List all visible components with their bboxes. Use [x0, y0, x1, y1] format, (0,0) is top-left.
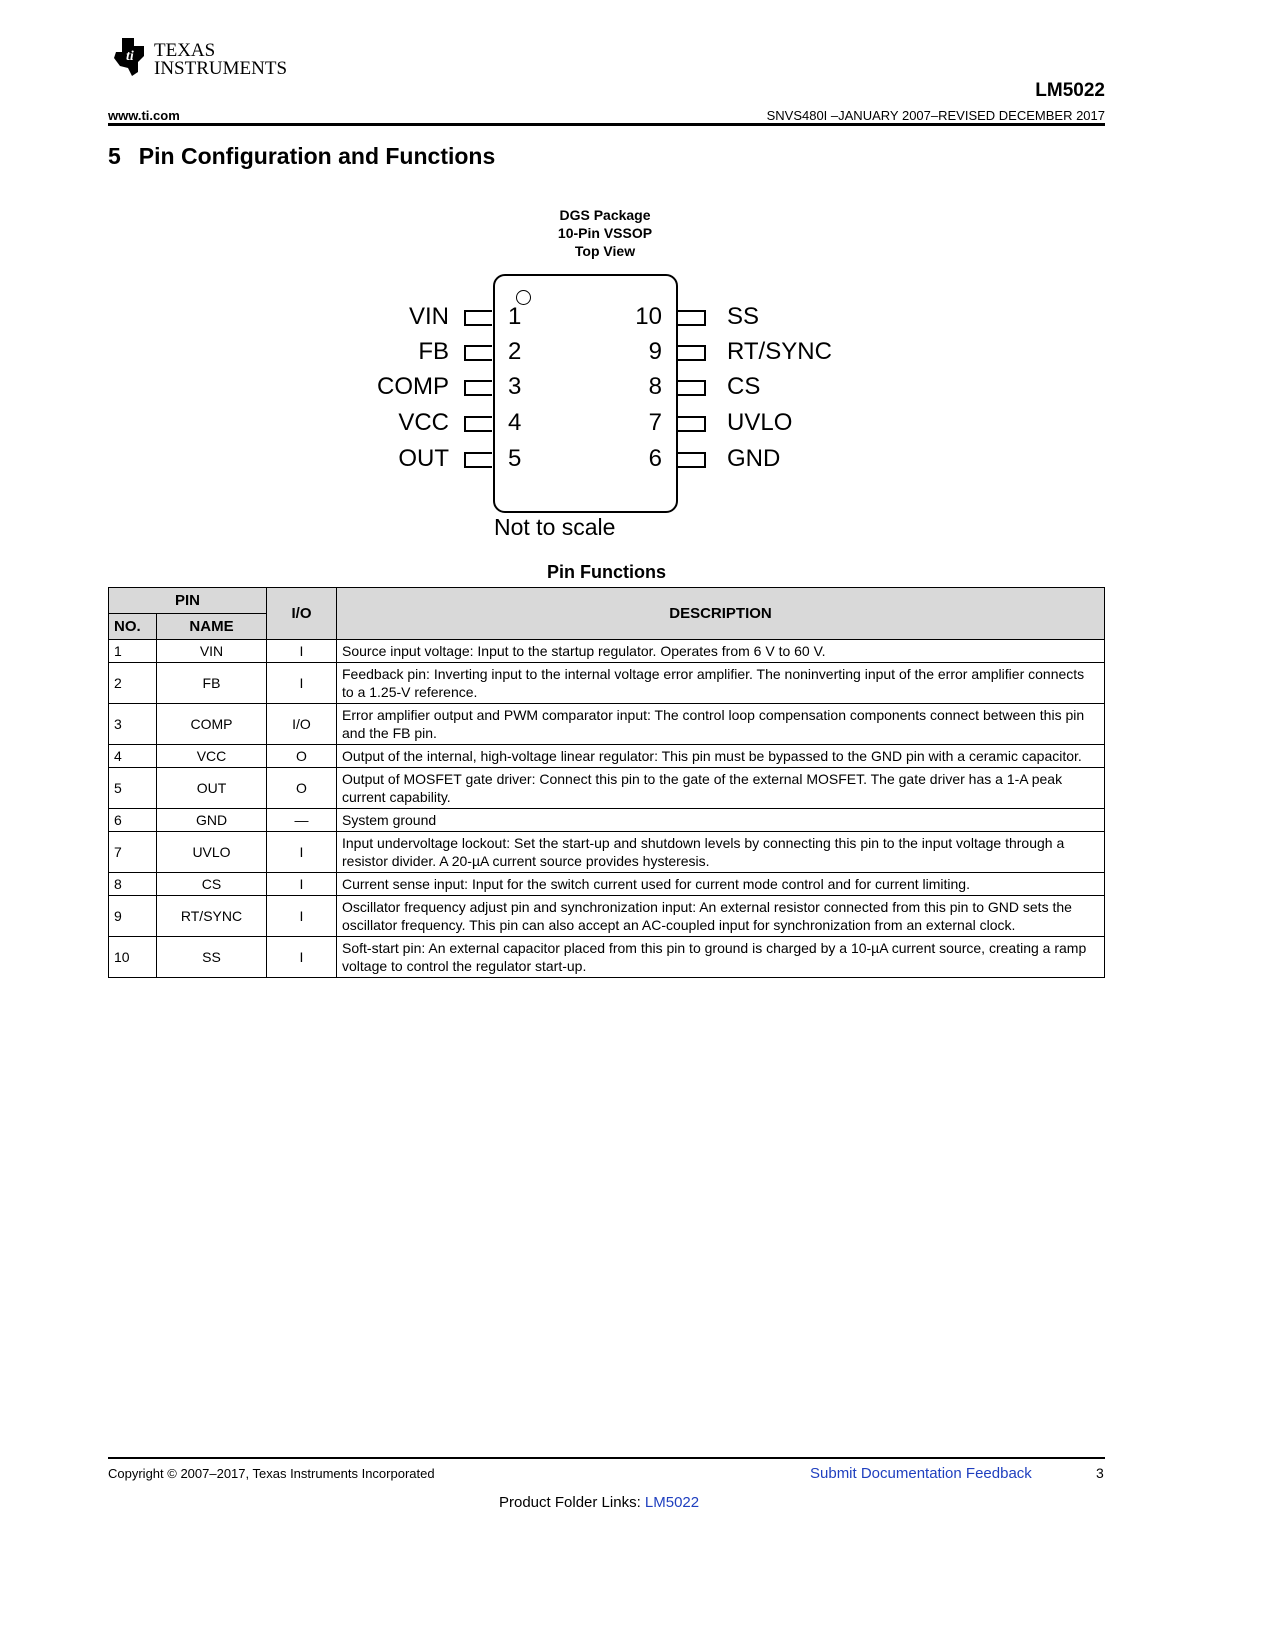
- pin-no: 10: [109, 937, 157, 978]
- pin-description: Oscillator frequency adjust pin and synchronization input: An external resistor connected from this pin to GND sets the oscillator frequency. This pin can also accept an AC-coupled input for synchronization from an external clock.: [337, 896, 1105, 937]
- pin-description: Output of MOSFET gate driver: Connect this pin to the gate of the external MOSFET. The gate driver has a 1-A peak current capability.: [337, 768, 1105, 809]
- pin-label-left: OUT: [398, 445, 449, 472]
- page-number: 3: [1096, 1465, 1104, 1481]
- table-caption: Pin Functions: [547, 562, 666, 582]
- table-row: [109, 809, 1105, 832]
- pin-name: SS: [157, 937, 267, 978]
- product-folder: Product Folder Links: LM5022: [499, 1494, 700, 1511]
- diagram-title: DGS Package 10-Pin VSSOP Top View: [557, 207, 653, 259]
- ti-logo: ti TEXAS INSTRUMENTS: [108, 36, 298, 80]
- product-folder-link[interactable]: LM5022: [644, 1494, 700, 1511]
- pin-no: 6: [109, 809, 157, 832]
- pin-lead: [678, 345, 706, 361]
- pin-name: VCC: [157, 745, 267, 768]
- svg-text:ti: ti: [126, 49, 134, 64]
- pin-lead: [678, 416, 706, 432]
- pin-number: 8: [648, 373, 662, 400]
- pin-label-right: SS: [727, 303, 760, 330]
- pin-name: RT/SYNC: [157, 896, 267, 937]
- header-name: NAME: [157, 614, 267, 640]
- pin-name: VIN: [157, 640, 267, 663]
- pin-number: 6: [648, 445, 662, 472]
- feedback-link[interactable]: Submit Documentation Feedback: [810, 1465, 1032, 1482]
- pin-description: Soft-start pin: An external capacitor placed from this pin to ground is charged by a 10-µA current source, creating a ramp voltage to control the regulator start-up.: [337, 937, 1105, 978]
- pin-name: UVLO: [157, 832, 267, 873]
- pin-lead: [678, 452, 706, 468]
- header-io: I/O: [267, 588, 337, 640]
- table-row: [109, 896, 1105, 937]
- pin-no: 8: [109, 873, 157, 896]
- copyright: Copyright © 2007–2017, Texas Instruments Incorporated: [108, 1466, 435, 1481]
- pin-label-right: RT/SYNC: [727, 338, 832, 365]
- header-pin: PIN: [109, 588, 267, 614]
- pin-description: Input undervoltage lockout: Set the start-up and shutdown levels by connecting this pin to the input voltage through a resistor divider. A 20-µA current source provides hysteresis.: [337, 832, 1105, 873]
- website-link[interactable]: www.ti.com: [108, 108, 180, 123]
- pin-io: I: [267, 640, 337, 663]
- pin-no: 2: [109, 663, 157, 704]
- pin-number: 7: [648, 409, 662, 436]
- pin-description: Source input voltage: Input to the startup regulator. Operates from 6 V to 60 V.: [337, 640, 1105, 663]
- pin-name: OUT: [157, 768, 267, 809]
- pin-label-right: UVLO: [727, 409, 793, 436]
- pin-label-left: COMP: [377, 373, 449, 400]
- pin-no: 9: [109, 896, 157, 937]
- pin-number: 4: [508, 409, 522, 436]
- pin-name: FB: [157, 663, 267, 704]
- table-row: [109, 745, 1105, 768]
- pin-io: I/O: [267, 704, 337, 745]
- table-row: [109, 873, 1105, 896]
- not-to-scale-note: Not to scale: [494, 514, 616, 540]
- pin-lead: [464, 310, 492, 326]
- pin-number: 2: [508, 338, 522, 365]
- pin-lead: [464, 452, 492, 468]
- header-rule: [108, 123, 1105, 126]
- table-row: [109, 663, 1105, 704]
- pin-description: Current sense input: Input for the switch current used for current mode control and for current limiting.: [337, 873, 1105, 896]
- pin-lead: [464, 416, 492, 432]
- ti-logo-icon: [108, 36, 150, 78]
- pin-io: I: [267, 873, 337, 896]
- pin-name: COMP: [157, 704, 267, 745]
- pin-no: 5: [109, 768, 157, 809]
- pin-io: I: [267, 896, 337, 937]
- pin-number: 3: [508, 373, 522, 400]
- pin-functions-table: [108, 587, 1105, 978]
- pin-lead: [464, 345, 492, 361]
- header-description: DESCRIPTION: [337, 588, 1105, 640]
- pin-number: 1: [508, 303, 522, 330]
- pin-number: 5: [508, 445, 522, 472]
- pin-io: I: [267, 663, 337, 704]
- pin-description: Output of the internal, high-voltage linear regulator: This pin must be bypassed to the GND pin with a ceramic capacitor.: [337, 745, 1105, 768]
- section-heading: 5 Pin Configuration and Functions: [108, 143, 496, 169]
- table-row: [109, 704, 1105, 745]
- table-row: [109, 768, 1105, 809]
- pin-io: O: [267, 745, 337, 768]
- pin-lead: [678, 380, 706, 396]
- header-no: NO.: [109, 614, 157, 640]
- pin-label-left: FB: [418, 338, 449, 365]
- pin-number: 9: [648, 338, 662, 365]
- pin-no: 7: [109, 832, 157, 873]
- pin-no: 3: [109, 704, 157, 745]
- part-number: LM5022: [1035, 80, 1105, 101]
- pin-lead: [678, 310, 706, 326]
- pin-io: —: [267, 809, 337, 832]
- table-row: [109, 832, 1105, 873]
- pin-description: System ground: [337, 809, 1105, 832]
- pin-io: I: [267, 937, 337, 978]
- pin-no: 4: [109, 745, 157, 768]
- table-row: [109, 937, 1105, 978]
- footer-rule: [108, 1457, 1105, 1459]
- pin-io: O: [267, 768, 337, 809]
- pin-no: 1: [109, 640, 157, 663]
- doc-id: SNVS480I –JANUARY 2007–REVISED DECEMBER 2017: [766, 108, 1105, 123]
- pin-description: Error amplifier output and PWM comparator input: The control loop compensation components connect between this pin and the FB pin.: [337, 704, 1105, 745]
- pin-label-left: VCC: [398, 409, 449, 436]
- table-row: [109, 640, 1105, 663]
- pin-lead: [464, 380, 492, 396]
- pin-label-right: CS: [727, 373, 761, 400]
- pin-io: I: [267, 832, 337, 873]
- pin-name: CS: [157, 873, 267, 896]
- pin-label-left: VIN: [408, 303, 449, 330]
- pin-number: 10: [635, 303, 662, 330]
- pin-name: GND: [157, 809, 267, 832]
- pin-description: Feedback pin: Inverting input to the internal voltage error amplifier. The noninverting input of the error amplifier connects to a 1.25-V reference.: [337, 663, 1105, 704]
- pin-label-right: GND: [727, 445, 781, 472]
